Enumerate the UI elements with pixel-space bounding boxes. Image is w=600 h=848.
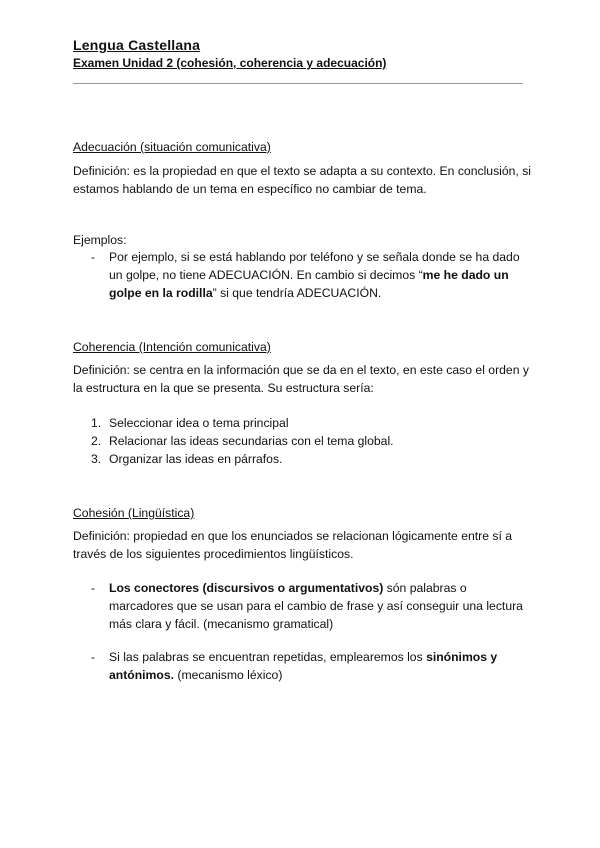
document-subtitle: Examen Unidad 2 (cohesión, coherencia y adecuación) <box>73 56 387 70</box>
coherencia-definition: Definición: se centra en la información que se da en el texto, en este caso el orden y la estructura en la que se presenta. Su estructura sería: <box>73 363 529 395</box>
document-page: Lengua Castellana Examen Unidad 2 (cohesión, coherencia y adecuación) Adecuación (situación comunicativa) Definición: es la propiedad en que el texto se adapta a su contexto. En conclusión, si estamos hablando de un tema en específico no cambiar de tema. Ejemplos: - Por ejemplo, si se está hablando por teléfono y se señala donde se ha dado un golpe, no tiene ADECUACIÓN. En cambio si decimos “me he dado un golpe en la rodilla” si que tendría ADECUACIÓN. Coherencia (Intención comunicativa) Definición: se centra en la información que se da en el texto, en este caso el orden y la estructura en la que se presenta. Su estructura sería: 1. Seleccionar idea o tema principal 2. Relacionar las ideas secundarias con el tema global. 3. Organizar las ideas en párrafos. Cohesión (Lingüística) Definición: propiedad en que los enunciados se relacionan lógicamente entre sí a través de los siguientes procedimientos lingüísticos. - Los conectores (discursivos o argumentativos) són palabras o marcadores que se usan para el cambio de frase y así conseguir una lectura más clara y fácil. (mecanismo gramatical) - Si las palabras se encuentran repetidas, emplearemos los sinónimos y antónimos. (mecanismo léxico) <box>73 37 532 682</box>
connectors-bold: Los conectores (discursivos o argumentativos) <box>109 581 384 595</box>
section-heading-cohesion: Cohesión (Lingüística) <box>73 506 195 520</box>
cohesion-definition: Definición: propiedad en que los enunciados se relacionan lógicamente entre sí a través de los siguientes procedimientos lingüísticos. <box>73 529 513 561</box>
connectors-text: Los conectores (discursivos o argumentativos) són palabras o marcadores que se usan para el cambio de frase y así conseguir una lectura más clara y fácil. (mecanismo gramatical) <box>109 581 523 631</box>
adecuacion-definition: Definición: es la propiedad en que el texto se adapta a su contexto. En conclusión, si estamos hablando de un tema en específico no cambiar de tema. <box>73 164 532 196</box>
example-text: Por ejemplo, si se está hablando por teléfono y se señala donde se ha dado un golpe, no tiene ADECUACIÓN. En cambio si decimos “me he dado un golpe en la rodilla” si que tendría ADECUACIÓN. <box>109 250 520 300</box>
bullet-dash: - <box>91 581 96 595</box>
examples-label: Ejemplos: <box>73 233 127 247</box>
section-heading-coherencia: Coherencia (Intención comunicativa) <box>73 340 271 354</box>
example-bold-phrase: me he dado un golpe en la rodilla <box>109 268 509 300</box>
section-heading-adecuacion: Adecuación (situación comunicativa) <box>73 140 271 154</box>
synonyms-text: Si las palabras se encuentran repetidas, emplearemos los sinónimos y antónimos. (mecanismo léxico) <box>109 650 498 682</box>
synonyms-bold: sinónimos y antónimos. <box>109 650 498 682</box>
bullet-dash: - <box>91 250 96 264</box>
bullet-dash: - <box>91 650 96 664</box>
header-divider <box>73 83 523 84</box>
document-title: Lengua Castellana <box>73 37 201 53</box>
